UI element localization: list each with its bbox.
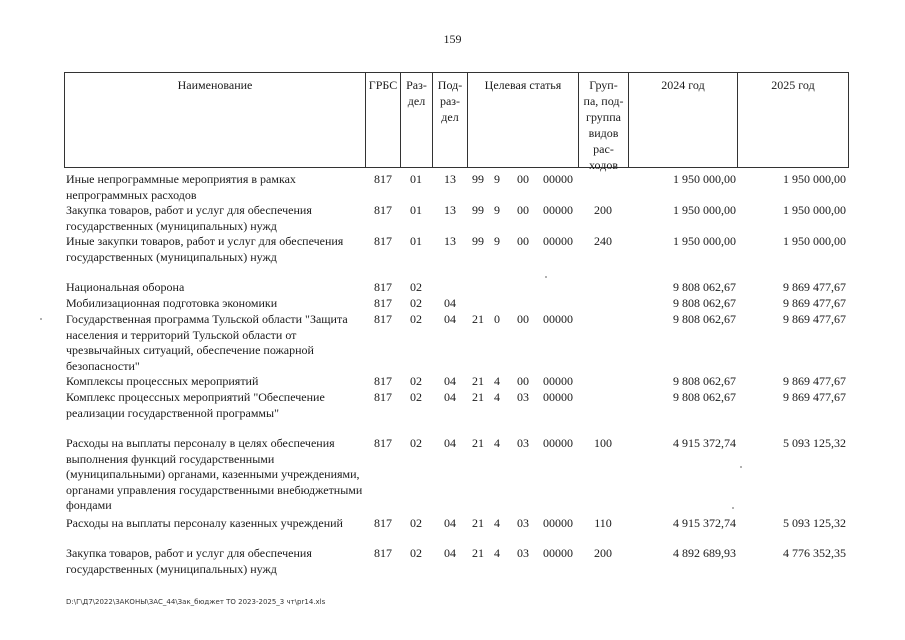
file-path-footer: D:\Г\Д7\2022\ЗАКОНЫ\ЗАС_44\Зак_бюджет ТО 2023-2025_3 чт\pr14.xls (66, 598, 326, 606)
cell-rz: 01 (410, 234, 422, 248)
cell-c2: 0 (494, 312, 500, 326)
cell-pr: 04 (444, 436, 456, 450)
cell-y2024: 1 950 000,00 (673, 172, 736, 186)
page-number: 159 (443, 32, 462, 46)
header-2025: 2025 год (737, 72, 849, 168)
header-name: Наименование (64, 72, 366, 168)
cell-pr: 04 (444, 296, 456, 310)
cell-c4: 00000 (543, 390, 573, 404)
header-group: Груп- па, под- группа видов рас- ходов (578, 72, 629, 168)
cell-rz: 02 (410, 296, 422, 310)
cell-c2: 4 (494, 374, 500, 388)
cell-c3: 03 (517, 390, 529, 404)
cell-y2025: 9 869 477,67 (783, 390, 846, 404)
row-name: Государственная программа Тульской области "Защита населения и территорий Тульской области от чрезвычайных ситуаций, обеспечение пожарной безопасности" (66, 312, 348, 373)
cell-y2024: 1 950 000,00 (673, 203, 736, 217)
scan-speck (740, 466, 742, 468)
cell-grbs: 817 (374, 203, 392, 217)
header-target: Целевая статья (467, 72, 579, 168)
cell-pr: 04 (444, 374, 456, 388)
cell-pr: 04 (444, 390, 456, 404)
cell-grbs: 817 (374, 436, 392, 450)
row-name: Мобилизационная подготовка экономики (66, 296, 278, 310)
header-podrazdel: Под- раз- дел (432, 72, 468, 168)
cell-y2024: 9 808 062,67 (673, 280, 736, 294)
cell-c3: 03 (517, 436, 529, 450)
cell-grbs: 817 (374, 390, 392, 404)
cell-c3: 03 (517, 546, 529, 560)
cell-vr: 100 (594, 436, 612, 450)
cell-c1: 21 (472, 546, 484, 560)
cell-c1: 21 (472, 516, 484, 530)
row-name: Иные закупки товаров, работ и услуг для обеспечения государственных (муниципальных) нужд (66, 234, 344, 264)
cell-rz: 02 (410, 374, 422, 388)
cell-grbs: 817 (374, 172, 392, 186)
row-name: Расходы на выплаты персоналу казенных учреждений (66, 516, 343, 530)
cell-y2025: 9 869 477,67 (783, 280, 846, 294)
cell-y2024: 9 808 062,67 (673, 312, 736, 326)
cell-y2025: 5 093 125,32 (783, 516, 846, 530)
cell-y2024: 4 915 372,74 (673, 436, 736, 450)
row-name: Расходы на выплаты персоналу в целях обеспечения выполнения функций государственными (муниципальными) органами, казенными учреждениями, органами управления государственными внебюджетными фондами (66, 436, 363, 512)
cell-c4: 00000 (543, 172, 573, 186)
cell-c1: 99 (472, 234, 484, 248)
cell-vr: 110 (594, 516, 612, 530)
cell-pr: 13 (444, 234, 456, 248)
cell-y2025: 1 950 000,00 (783, 203, 846, 217)
cell-c3: 00 (517, 172, 529, 186)
cell-c2: 4 (494, 390, 500, 404)
cell-c2: 4 (494, 516, 500, 530)
cell-c4: 00000 (543, 234, 573, 248)
cell-c4: 00000 (543, 203, 573, 217)
cell-grbs: 817 (374, 296, 392, 310)
cell-y2025: 9 869 477,67 (783, 296, 846, 310)
cell-c3: 00 (517, 203, 529, 217)
cell-pr: 13 (444, 203, 456, 217)
cell-y2024: 4 915 372,74 (673, 516, 736, 530)
cell-c1: 99 (472, 203, 484, 217)
cell-c2: 4 (494, 436, 500, 450)
cell-c2: 9 (494, 172, 500, 186)
cell-c4: 00000 (543, 312, 573, 326)
row-name: Закупка товаров, работ и услуг для обеспечения государственных (муниципальных) нужд (66, 546, 312, 576)
cell-y2024: 9 808 062,67 (673, 296, 736, 310)
row-name: Комплексы процессных мероприятий (66, 374, 259, 388)
cell-rz: 01 (410, 172, 422, 186)
cell-c3: 00 (517, 234, 529, 248)
cell-rz: 02 (410, 312, 422, 326)
row-name: Национальная оборона (66, 280, 185, 294)
cell-c3: 00 (517, 312, 529, 326)
cell-pr: 04 (444, 516, 456, 530)
cell-rz: 01 (410, 203, 422, 217)
cell-c2: 9 (494, 203, 500, 217)
row-name: Закупка товаров, работ и услуг для обеспечения государственных (муниципальных) нужд (66, 203, 312, 233)
cell-c4: 00000 (543, 516, 573, 530)
cell-pr: 04 (444, 312, 456, 326)
scan-speck (545, 276, 547, 278)
cell-c1: 21 (472, 436, 484, 450)
cell-rz: 02 (410, 546, 422, 560)
cell-pr: 04 (444, 546, 456, 560)
cell-vr: 200 (594, 546, 612, 560)
cell-y2025: 5 093 125,32 (783, 436, 846, 450)
cell-y2024: 9 808 062,67 (673, 390, 736, 404)
cell-y2025: 9 869 477,67 (783, 374, 846, 388)
cell-grbs: 817 (374, 374, 392, 388)
cell-c3: 00 (517, 374, 529, 388)
cell-pr: 13 (444, 172, 456, 186)
cell-c2: 9 (494, 234, 500, 248)
header-grbs: ГРБС (365, 72, 401, 168)
cell-grbs: 817 (374, 312, 392, 326)
cell-grbs: 817 (374, 516, 392, 530)
cell-grbs: 817 (374, 280, 392, 294)
cell-c4: 00000 (543, 374, 573, 388)
cell-rz: 02 (410, 436, 422, 450)
scan-speck (732, 507, 734, 509)
cell-vr: 240 (594, 234, 612, 248)
cell-y2025: 1 950 000,00 (783, 172, 846, 186)
row-name: Комплекс процессных мероприятий "Обеспечение реализации государственной программы" (66, 390, 325, 420)
cell-c4: 00000 (543, 436, 573, 450)
cell-rz: 02 (410, 390, 422, 404)
cell-c3: 03 (517, 516, 529, 530)
cell-rz: 02 (410, 280, 422, 294)
cell-y2025: 9 869 477,67 (783, 312, 846, 326)
cell-y2025: 4 776 352,35 (783, 546, 846, 560)
cell-y2024: 9 808 062,67 (673, 374, 736, 388)
cell-c2: 4 (494, 546, 500, 560)
cell-rz: 02 (410, 516, 422, 530)
cell-vr: 200 (594, 203, 612, 217)
header-2024: 2024 год (628, 72, 738, 168)
row-name: Иные непрограммные мероприятия в рамках непрограммных расходов (66, 172, 296, 202)
header-razdel: Раз- дел (400, 72, 433, 168)
cell-y2024: 1 950 000,00 (673, 234, 736, 248)
cell-y2025: 1 950 000,00 (783, 234, 846, 248)
cell-c1: 21 (472, 390, 484, 404)
cell-y2024: 4 892 689,93 (673, 546, 736, 560)
cell-c1: 21 (472, 374, 484, 388)
scan-speck (40, 318, 42, 320)
cell-c4: 00000 (543, 546, 573, 560)
cell-grbs: 817 (374, 234, 392, 248)
cell-c1: 99 (472, 172, 484, 186)
cell-grbs: 817 (374, 546, 392, 560)
cell-c1: 21 (472, 312, 484, 326)
